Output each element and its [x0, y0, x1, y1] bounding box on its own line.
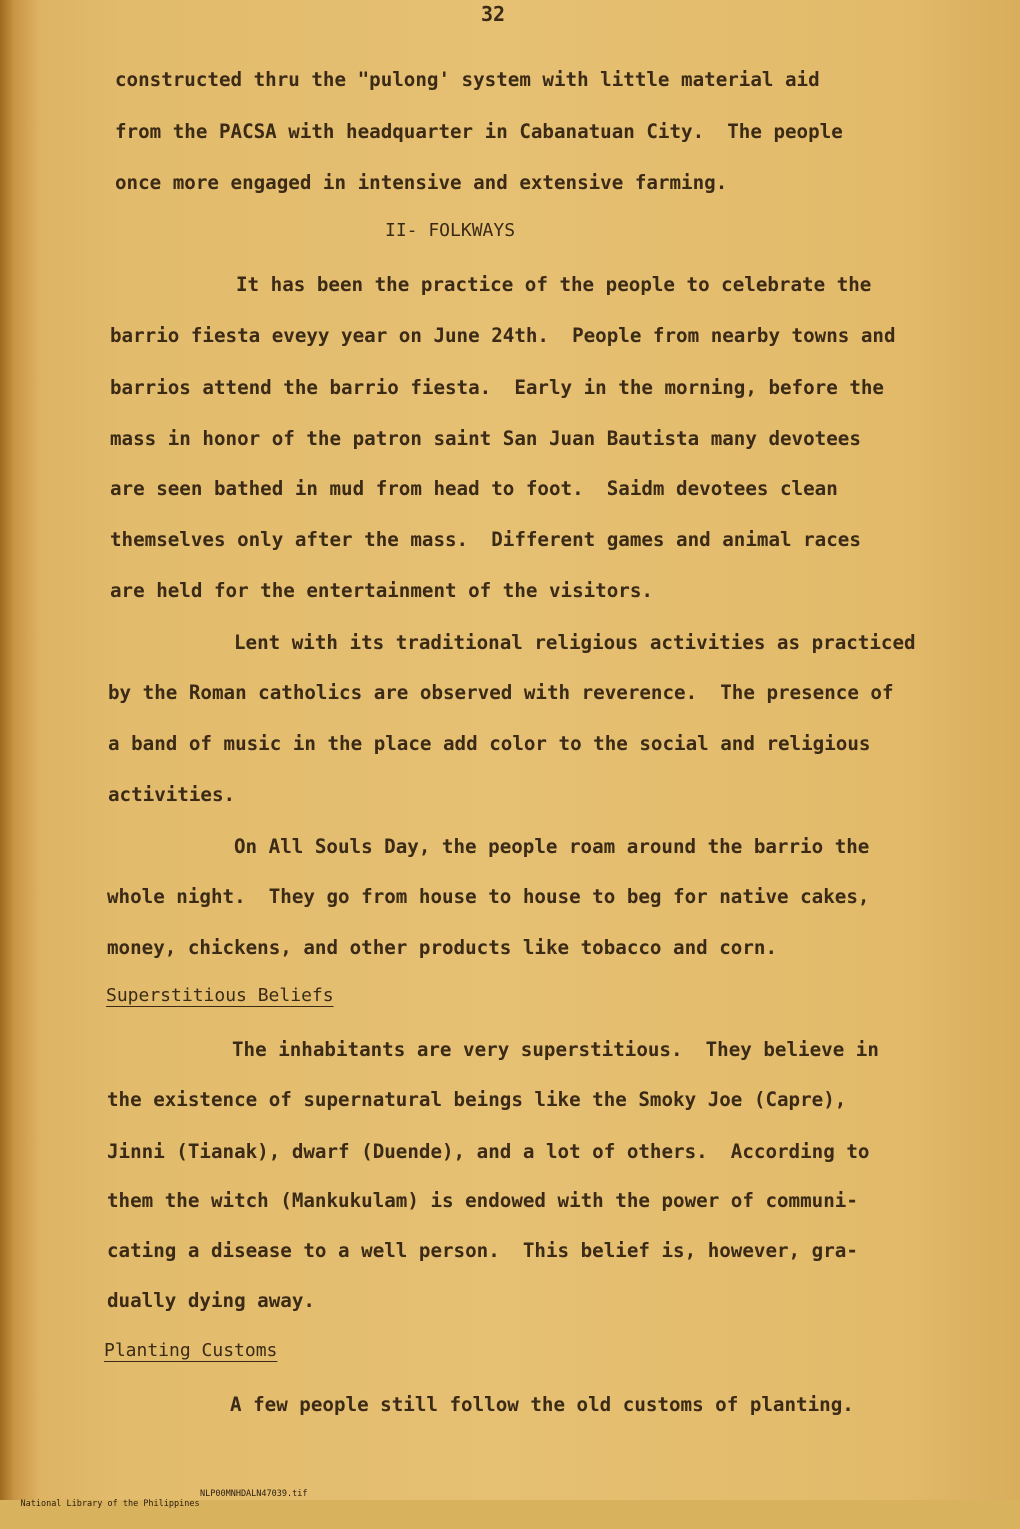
text-line: constructed thru the "pulong' system with little material aid	[115, 68, 820, 91]
text-line: mass in honor of the patron saint San Juan Bautista many devotees	[110, 427, 861, 450]
text-line: The inhabitants are very superstitious. They believe in	[232, 1038, 879, 1061]
text-line: the existence of supernatural beings like the Smoky Joe (Capre),	[107, 1088, 847, 1111]
text-line: Lent with its traditional religious activities as practiced	[234, 631, 916, 654]
text-line: money, chickens, and other products like tobacco and corn.	[107, 936, 778, 959]
text-line: On All Souls Day, the people roam around the barrio the	[234, 835, 870, 858]
subheading-superstitious-beliefs: Superstitious Beliefs	[106, 985, 334, 1006]
text-line: a band of music in the place add color to the social and religious	[108, 732, 871, 755]
text-line: Jinni (Tianak), dwarf (Duende), and a lot of others. According to	[107, 1140, 870, 1163]
subheading-planting-customs: Planting Customs	[104, 1340, 278, 1361]
text-line: from the PACSA with headquarter in Cabanatuan City. The people	[115, 120, 843, 143]
text-line: by the Roman catholics are observed with reverence. The presence of	[108, 681, 894, 704]
page-number: 32	[481, 2, 506, 26]
text-line: barrio fiesta eveyy year on June 24th. People from nearby towns and	[110, 324, 896, 347]
text-line: A few people still follow the old customs of planting.	[230, 1393, 854, 1416]
footer-filename: NLP00MNHDALN47039.tif	[200, 1489, 308, 1499]
text-line: are held for the entertainment of the visitors.	[110, 579, 653, 602]
section-heading: II- FOLKWAYS	[385, 220, 516, 241]
text-line: barrios attend the barrio fiesta. Early in the morning, before the	[110, 376, 884, 399]
text-line: are seen bathed in mud from head to foot. Saidm devotees clean	[110, 477, 838, 500]
text-line: them the witch (Mankukulam) is endowed with the power of communi-	[107, 1189, 858, 1212]
text-line: cating a disease to a well person. This belief is, however, gra-	[107, 1239, 858, 1262]
footer-source: National Library of the Philippines	[20, 1499, 200, 1509]
footer	[0, 1489, 308, 1529]
text-line: activities.	[108, 783, 236, 806]
text-line: dually dying away.	[107, 1289, 315, 1312]
text-line: It has been the practice of the people to celebrate the	[236, 273, 872, 296]
text-line: whole night. They go from house to house to beg for native cakes,	[107, 885, 870, 908]
text-line: themselves only after the mass. Different games and animal races	[110, 528, 861, 551]
text-line: once more engaged in intensive and extensive farming.	[115, 171, 728, 194]
